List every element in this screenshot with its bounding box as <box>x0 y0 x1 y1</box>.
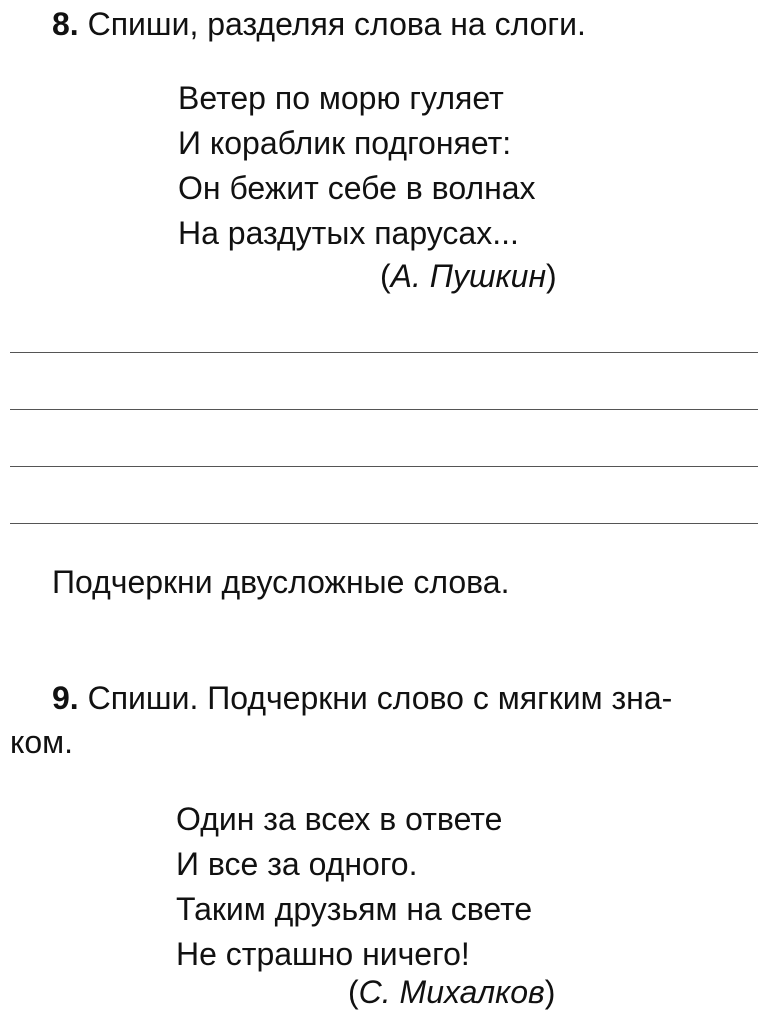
task-9-text-continued: ком. <box>10 724 74 760</box>
poem-line: Один за всех в ответе <box>176 801 503 837</box>
writing-line[interactable] <box>10 352 758 353</box>
writing-line[interactable] <box>10 466 758 467</box>
task-8-instruction: Подчеркни двусложные слова. <box>52 564 510 600</box>
poem-line: Не страшно ничего! <box>176 936 470 972</box>
task-8-author: (А. Пушкин) <box>380 258 557 294</box>
writing-line[interactable] <box>10 523 758 524</box>
task-8-number: 8. <box>52 6 79 42</box>
poem-line: На раздутых парусах... <box>178 215 519 251</box>
task-9-number: 9. <box>52 680 79 716</box>
poem-line: Таким друзьям на свете <box>176 891 533 927</box>
poem-line: Он бежит себе в волнах <box>178 170 536 206</box>
author-name: А. Пушкин <box>390 258 547 294</box>
task-9-heading <box>52 678 672 718</box>
poem-line: Ветер по морю гуляет <box>178 80 504 116</box>
task-9-poem <box>176 797 532 977</box>
task-9-text: Спиши. Подчеркни слово с мягким зна- <box>87 680 673 716</box>
poem-line: И кораблик подгоняет: <box>178 125 512 161</box>
author-name: С. Михалков <box>358 974 545 1010</box>
writing-line[interactable] <box>10 409 758 410</box>
task-8-poem <box>178 76 536 256</box>
poem-line: И все за одного. <box>176 846 418 882</box>
task-8-text: Спиши, разделяя слова на слоги. <box>87 6 586 42</box>
task-9-author: (С. Михалков) <box>348 974 556 1010</box>
task-8-heading <box>52 4 586 44</box>
